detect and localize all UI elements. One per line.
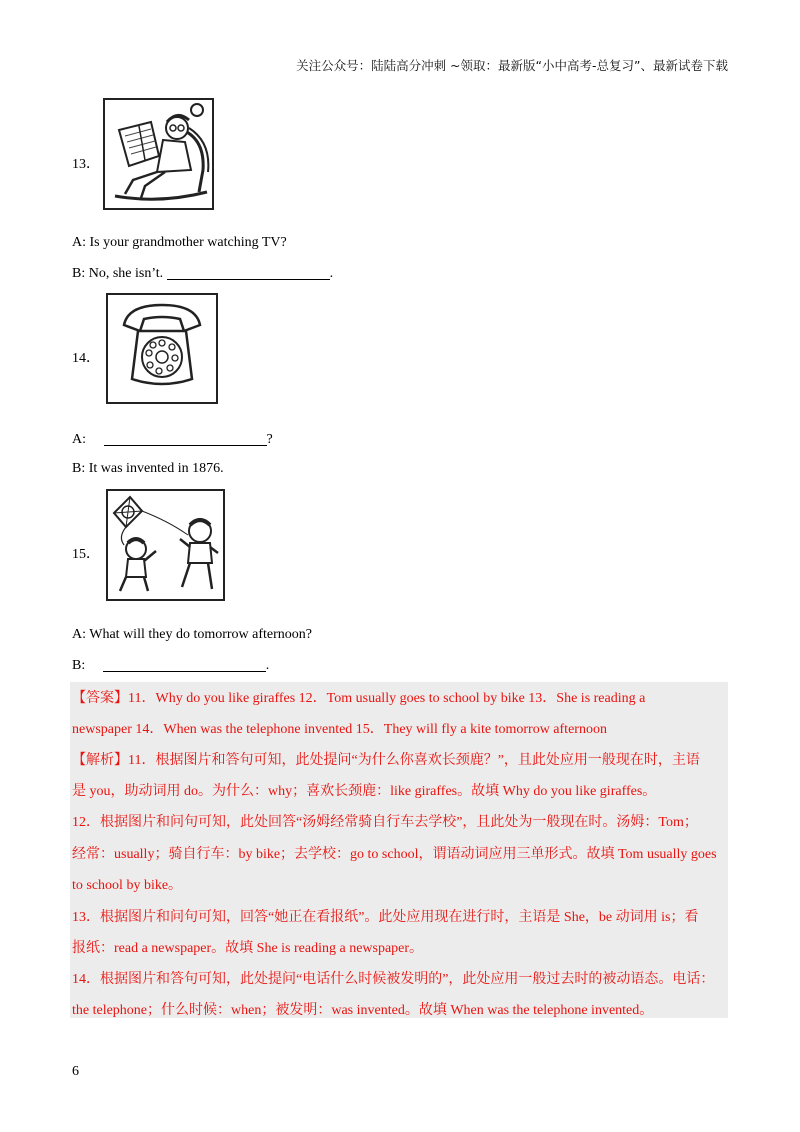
analysis-line-4: 经常：usually；骑自行车：by bike；去学校：go to school，谓语动词应用三单形式。故填 Tom usually goes [72,847,717,862]
answer-blank[interactable] [104,431,267,446]
question-14-b: B: It was invented in 1876. [72,461,224,476]
analysis-line-9: the telephone；什么时候：when；被发明：was invented。故填 When was the telephone invented。 [72,1003,654,1018]
question-13-a: A: Is your grandmother watching TV? [72,235,287,250]
question-14-a-suffix: ? [266,432,273,447]
answer-line-1: 【答案】11．Why do you like giraffes 12．Tom usually goes to school by bike 13．She is reading a [72,691,646,706]
page-header: 关注公众号：陆陆高分冲刺 ~领取：最新版“小中高考-总复习”、最新试卷下载 [296,58,728,73]
question-14-number: 14． [72,351,100,366]
question-13-number: 13． [72,157,100,172]
analysis-line-7: 报纸：read a newspaper。故填 She is reading a newspaper。 [72,941,424,956]
answer-blank[interactable] [103,657,266,672]
question-13-b: B: No, she isn’t. . [72,266,334,281]
grandmother-reading-picture [103,98,214,210]
analysis-line-1: 【解析】11．根据图片和答句可知，此处提问“为什么你喜欢长颈鹿？”，且此处应用一般现在时，主语 [72,753,700,768]
analysis-line-6: 13．根据图片和问句可知，回答“她正在看报纸”。此处应用现在进行时，主语是 She，be 动词用 is；看 [72,910,699,925]
question-15-b: B: . [72,658,270,673]
question-14-a-prefix: A: [72,432,90,447]
question-15-b-prefix: B: [72,658,89,673]
question-14-a [72,431,273,448]
answer-line-2: newspaper 14．When was the telephone invented 15．They will fly a kite tomorrow afternoon [72,722,607,737]
question-13-b-text: B: No, she isn’t. [72,266,167,281]
analysis-line-5: to school by bike。 [72,878,183,893]
question-15-a: A: What will they do tomorrow afternoon? [72,627,313,642]
question-15-number: 15． [72,547,100,562]
analysis-line-2: 是 you，助动词用 do。为什么：why；喜欢长颈鹿：like giraffes。故填 Why do you like giraffes。 [72,784,657,799]
page-number: 6 [72,1064,79,1079]
answer-blank[interactable] [167,265,330,280]
analysis-line-8: 14．根据图片和答句可知，此处提问“电话什么时候被发明的”，此处应用一般过去时的被动语态。电话： [72,972,715,987]
analysis-line-3: 12．根据图片和问句可知，此处回答“汤姆经常骑自行车去学校”，且此处为一般现在时。汤姆：Tom； [72,815,698,830]
children-flying-kite-picture [106,489,225,601]
telephone-picture [106,293,218,404]
